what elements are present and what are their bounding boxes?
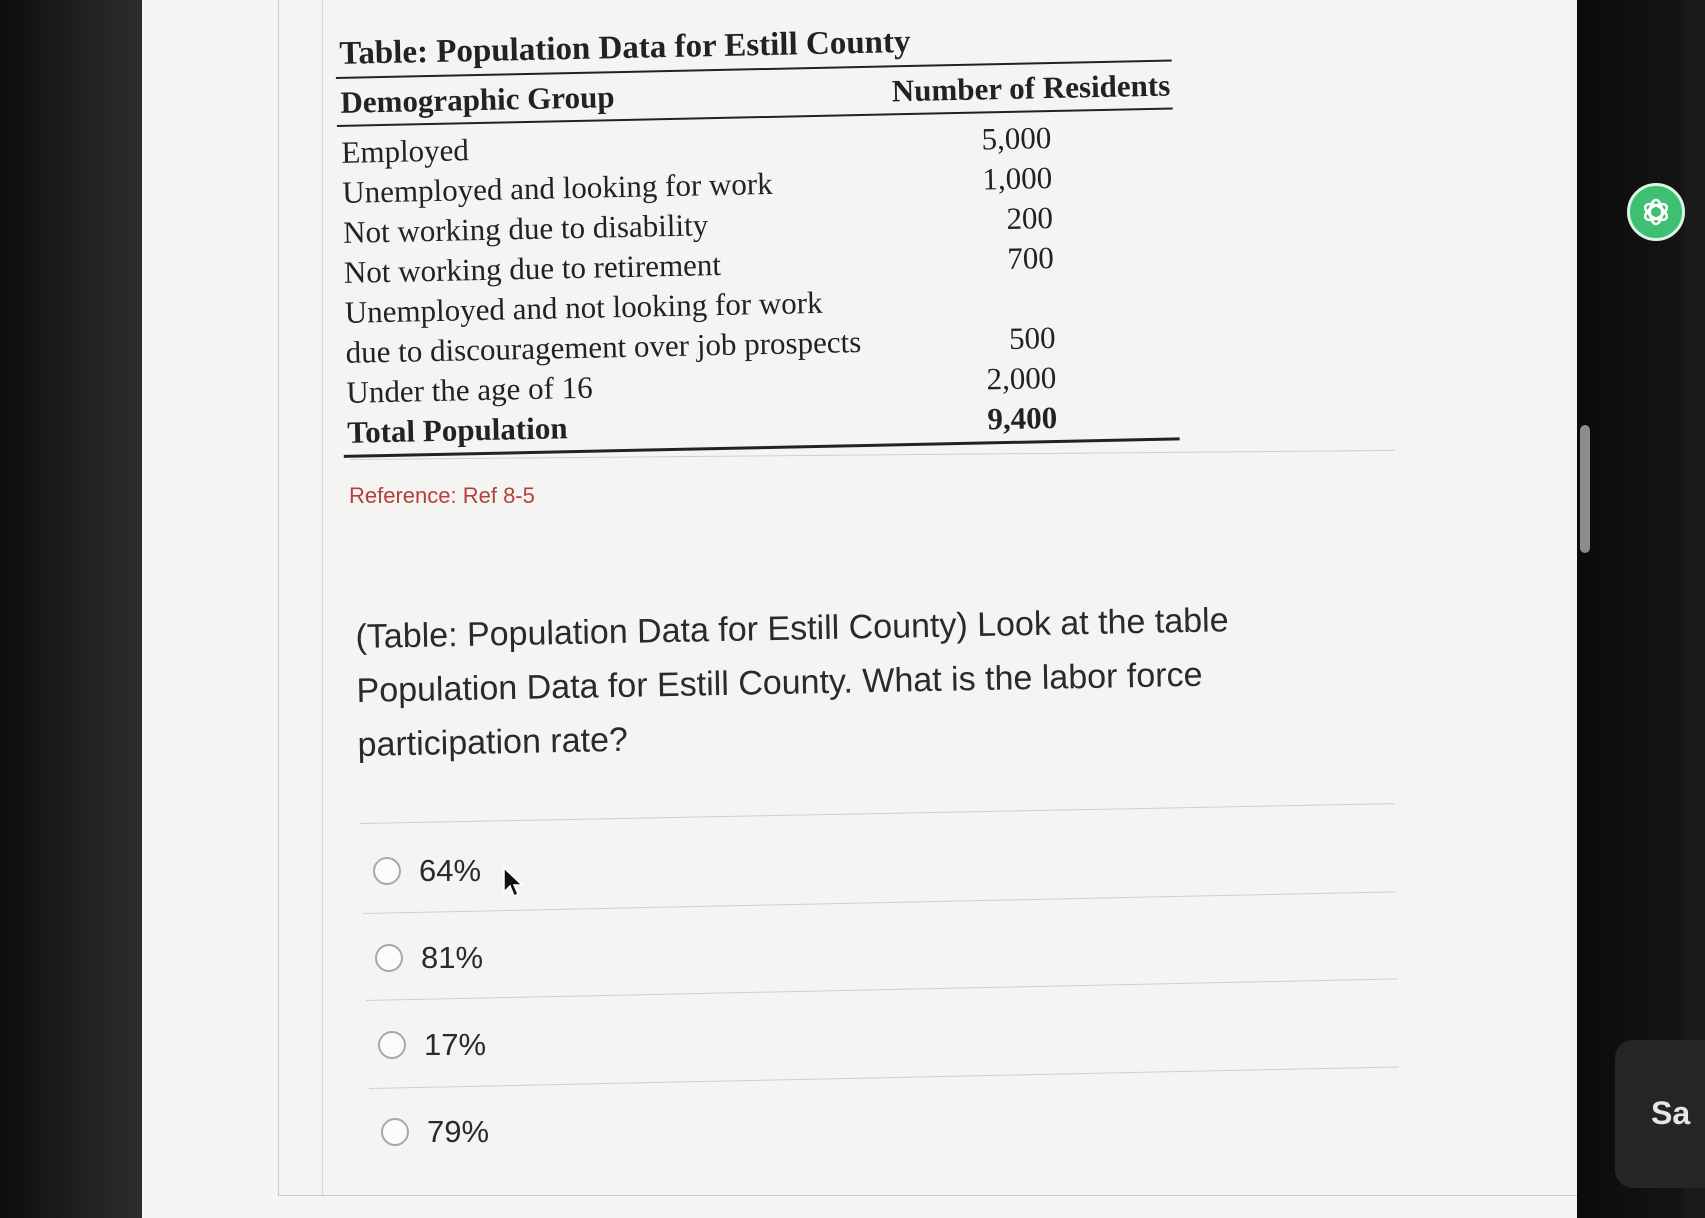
- mouse-pointer-icon: [502, 866, 526, 900]
- radio-unselected-icon[interactable]: [378, 1031, 406, 1059]
- reference-label: Reference: Ref 8-5: [349, 483, 535, 508]
- table-title: Table: Population Data for Estill County: [338, 23, 911, 72]
- side-panel-label[interactable]: Sa: [1651, 1095, 1691, 1131]
- row-label: Total Population: [346, 410, 568, 450]
- radio-unselected-icon[interactable]: [381, 1118, 409, 1146]
- chatgpt-logo-icon[interactable]: [1627, 183, 1685, 241]
- radio-unselected-icon[interactable]: [373, 857, 401, 885]
- row-label: Under the age of 16: [346, 369, 593, 410]
- row-label: Unemployed and not looking for work: [344, 284, 823, 330]
- header-demographic-group: Demographic Group: [340, 79, 615, 120]
- row-label: due to discouragement over job prospects: [345, 324, 862, 370]
- answer-option[interactable]: [378, 1027, 486, 1063]
- row-value: 200: [1006, 200, 1054, 236]
- header-number-of-residents: Number of Residents: [891, 67, 1171, 109]
- row-value: 2,000: [986, 359, 1057, 397]
- option-label[interactable]: 79%: [427, 1114, 490, 1149]
- answer-option[interactable]: [381, 1114, 489, 1150]
- row-value: 9,400: [987, 399, 1058, 437]
- row-label: Not working due to disability: [342, 207, 709, 250]
- row-label: Employed: [341, 132, 470, 170]
- answer-option[interactable]: [373, 853, 481, 889]
- option-label[interactable]: 17%: [424, 1027, 487, 1062]
- row-label: Unemployed and looking for work: [341, 165, 774, 210]
- answer-option[interactable]: [375, 940, 483, 976]
- option-label[interactable]: 64%: [419, 853, 482, 888]
- row-label: Not working due to retirement: [343, 246, 722, 290]
- screen-bezel-left: [0, 0, 150, 1218]
- scrollbar-thumb[interactable]: [1580, 425, 1590, 553]
- radio-unselected-icon[interactable]: [375, 944, 403, 972]
- row-value: 500: [1008, 319, 1056, 356]
- question-text: (Table: Population Data for Estill County) Look at the table Population Data for Estill County. What is the labor force participation rate?: [355, 601, 1229, 764]
- row-value: 700: [1006, 239, 1055, 276]
- row-value: 5,000: [981, 120, 1052, 157]
- population-table: [335, 18, 1184, 457]
- option-label[interactable]: 81%: [421, 940, 484, 975]
- table-body: [337, 109, 1184, 453]
- screen-bezel-right: [1577, 0, 1685, 1218]
- row-value: 1,000: [982, 160, 1053, 197]
